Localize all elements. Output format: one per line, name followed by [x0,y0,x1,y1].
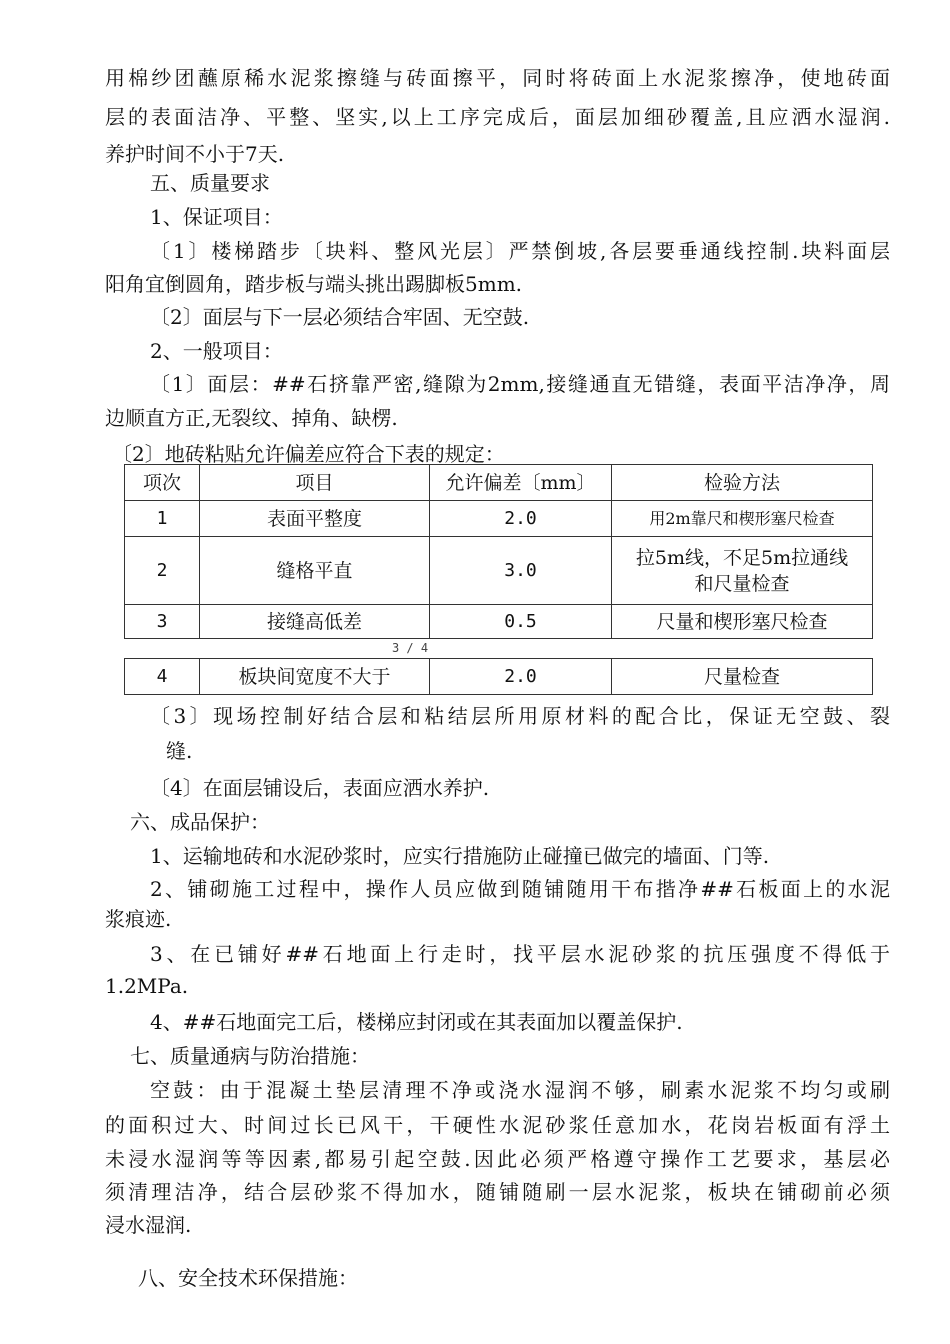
table-cell: 2 [125,537,200,605]
table-cell: 用2m靠尺和楔形塞尺检查 [612,501,873,537]
paragraph-line: 未浸水湿润等等因素,都易引起空鼓.因此必须严格遵守操作工艺要求，基层必 [105,1147,890,1171]
table-row [125,659,873,695]
page-number: 3 / 4 [391,641,429,655]
paragraph-line: 阳角宜倒圆角，踏步板与端头挑出踢脚板5mm. [105,272,523,296]
table-header-cell: 项次 [125,465,200,501]
table-header-row [125,465,873,501]
table-header-cell: 允许偏差〔mm〕 [430,465,612,501]
paragraph-line: 空鼓：由于混凝土垫层清理不净或浇水湿润不够，刷素水泥浆不均匀或刷 [150,1078,890,1102]
paragraph-line: 〔4〕在面层铺设后，表面应洒水养护. [150,776,490,800]
table-cell: 3.0 [430,537,612,605]
method-line: 拉5m线，不足5m拉通线 [635,546,849,569]
table-cell: 表面平整度 [200,501,430,537]
table-header-cell: 项目 [200,465,430,501]
paragraph-line: 缝. [166,739,193,763]
paragraph-line: 养护时间不小于7天. [105,142,285,166]
table-cell: 缝格平直 [200,537,430,605]
paragraph-line: 用棉纱团蘸原稀水泥浆擦缝与砖面擦平，同时将砖面上水泥浆擦净，使地砖面 [105,66,890,90]
table-cell: 尺量检查 [612,659,873,695]
section-heading: 六、成品保护： [130,810,270,834]
paragraph-line: 〔1〕楼梯踏步〔块料、整风光层〕严禁倒坡,各层要垂通线控制.块料面层 [150,239,890,263]
table-cell: 2.0 [430,501,612,537]
paragraph-line: 3、在已铺好##石地面上行走时，找平层水泥砂浆的抗压强度不得低于 [150,942,890,966]
table-row [125,605,873,639]
table-cell: 尺量和楔形塞尺检查 [612,605,873,639]
paragraph-line: 4、##石地面完工后，楼梯应封闭或在其表面加以覆盖保护. [150,1010,683,1034]
table-cell [612,537,873,605]
table-caption: 〔2〕地砖粘贴允许偏差应符合下表的规定： [112,442,505,466]
paragraph-line: 的面积过大、时间过长已风干，干硬性水泥砂浆任意加水，花岗岩板面有浮土 [105,1113,890,1137]
section-heading: 八、安全技术环保措施： [138,1266,358,1290]
deviation-table [124,464,873,639]
paragraph-line: 〔3〕现场控制好结合层和粘结层所用原材料的配合比，保证无空鼓、裂 [150,704,890,728]
paragraph-line: 2、铺砌施工过程中，操作人员应做到随铺随用干布揩净##石板面上的水泥 [150,877,890,901]
paragraph-line: 〔1〕面层：##石挤靠严密,缝隙为2mm,接缝通直无错缝，表面平洁净净，周 [150,372,890,396]
table-cell: 1 [125,501,200,537]
table-header-cell: 检验方法 [612,465,873,501]
section-heading: 五、质量要求 [150,171,270,195]
subsection-heading: 2、一般项目： [150,339,283,363]
paragraph-line: 1、运输地砖和水泥砂浆时，应实行措施防止碰撞已做完的墙面、门等. [150,844,770,868]
subsection-heading: 1、保证项目： [150,205,283,229]
table-cell: 0.5 [430,605,612,639]
paragraph-line: 须清理洁净，结合层砂浆不得加水，随铺随刷一层水泥浆，板块在铺砌前必须 [105,1180,890,1204]
table-cell: 2.0 [430,659,612,695]
table-cell: 板块间宽度不大于 [200,659,430,695]
paragraph-line: 〔2〕面层与下一层必须结合牢固、无空鼓. [150,305,530,329]
table-row [125,501,873,537]
deviation-table-continued [124,658,873,695]
table-cell: 4 [125,659,200,695]
paragraph-line: 边顺直方正,无裂纹、掉角、缺楞. [105,406,398,430]
table-cell: 接缝高低差 [200,605,430,639]
paragraph-line: 浸水湿润. [105,1213,192,1237]
table-cell: 3 [125,605,200,639]
section-heading: 七、质量通病与防治措施： [130,1044,370,1068]
paragraph-line: 1.2MPa. [105,974,189,998]
method-line: 和尺量检查 [694,572,790,595]
paragraph-line: 层的表面洁净、平整、坚实,以上工序完成后，面层加细砂覆盖,且应洒水湿润. [105,105,890,129]
paragraph-line: 浆痕迹. [105,907,172,931]
table-row [125,537,873,605]
